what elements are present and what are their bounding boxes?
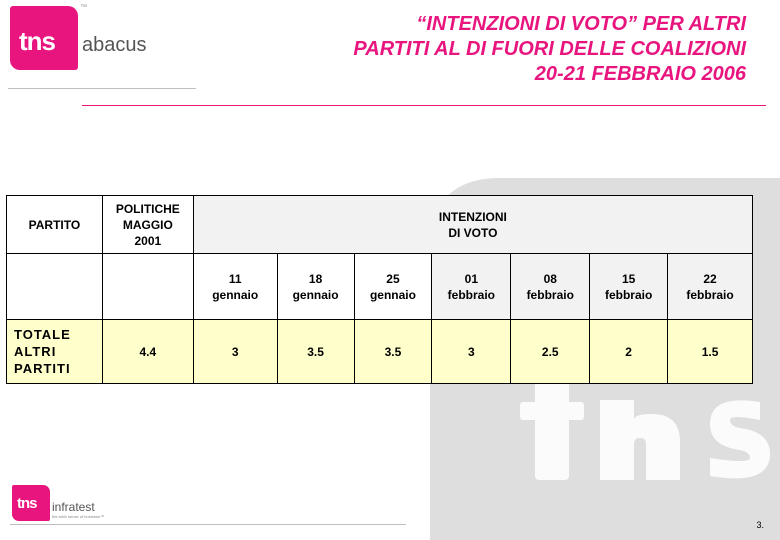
value-cell: 1.5 <box>668 320 753 384</box>
logo-division-text: abacus <box>82 34 147 56</box>
politiche-value: 4.4 <box>102 320 193 384</box>
date-cell: 25 gennaio <box>354 254 432 320</box>
header-politiche: POLITICHE MAGGIO 2001 <box>102 196 193 254</box>
title-divider <box>82 105 766 106</box>
row-label: TOTALE ALTRI PARTITI <box>7 320 103 384</box>
date-cell: 01 febbraio <box>432 254 511 320</box>
date-cell: 08 febbraio <box>511 254 590 320</box>
logo-division-text: infratest <box>52 500 95 514</box>
value-cell: 2 <box>590 320 668 384</box>
table-dates-row <box>7 254 753 320</box>
logo-trademark: ™ <box>80 4 87 11</box>
empty-cell <box>7 254 103 320</box>
value-cell: 3.5 <box>277 320 354 384</box>
voting-intentions-table <box>6 195 753 384</box>
page-title <box>353 12 746 87</box>
logo-brand-text: tns <box>19 26 55 56</box>
logo-tagline: the sixth sense of business™ <box>52 514 105 519</box>
footer-divider <box>10 524 406 525</box>
page-number: 3. <box>756 520 764 530</box>
value-cell: 3 <box>193 320 277 384</box>
header-intenzioni: INTENZIONI DI VOTO <box>193 196 752 254</box>
value-cell: 3 <box>432 320 511 384</box>
logo-divider <box>8 88 196 89</box>
date-cell: 15 febbraio <box>590 254 668 320</box>
value-cell: 3.5 <box>354 320 432 384</box>
date-cell: 18 gennaio <box>277 254 354 320</box>
title-line-2: PARTITI AL DI FUORI DELLE COALIZIONI <box>353 38 746 60</box>
table-row <box>7 320 753 384</box>
table-header-row <box>7 196 753 254</box>
header-partito: PARTITO <box>7 196 103 254</box>
title-line-3: 20-21 FEBBRAIO 2006 <box>534 63 746 85</box>
value-cell: 2.5 <box>511 320 590 384</box>
title-line-1: “INTENZIONI DI VOTO” PER ALTRI <box>416 13 746 35</box>
logo-brand-text: tns <box>17 495 37 512</box>
empty-cell <box>102 254 193 320</box>
date-cell: 11 gennaio <box>193 254 277 320</box>
date-cell: 22 febbraio <box>668 254 753 320</box>
